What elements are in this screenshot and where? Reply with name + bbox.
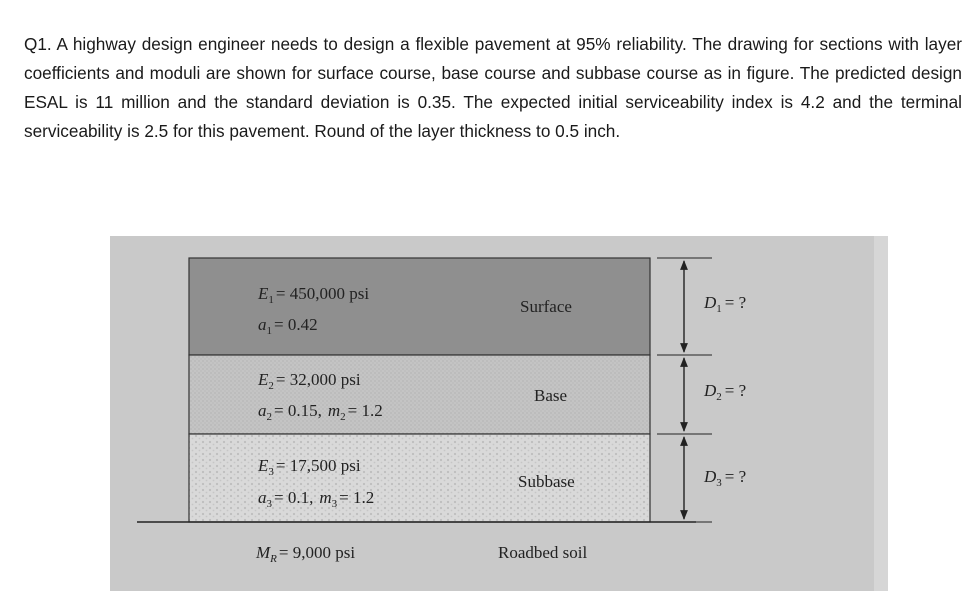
d1-label: $D_1$ = ? (704, 293, 747, 315)
base-label: Base (534, 386, 568, 405)
roadbed-modulus: $M_R = 9,000$ psi (256, 543, 356, 565)
d3-label: $D_3$ = ? (704, 467, 747, 489)
subbase-modulus: $E_3 = 17,500$ psi (258, 456, 361, 478)
roadbed-label: Roadbed soil (498, 543, 588, 562)
surface-layer (189, 258, 650, 355)
subbase-layer (189, 434, 650, 522)
base-modulus: $E_2 = 32,000$ psi (258, 370, 361, 392)
surface-modulus: $E_1 = 450,000$ psi (258, 284, 370, 306)
surface-label: Surface (520, 297, 572, 316)
d2-label: $D_2$ = ? (704, 381, 747, 403)
pavement-section-figure (110, 236, 888, 591)
base-coefficients: $a_2 = 0.15$, $m_2 = 1.2$ (258, 401, 383, 423)
pavement-section-diagram (110, 236, 888, 591)
subbase-label: Subbase (518, 472, 575, 491)
question-text: Q1. A highway design engineer needs to design a flexible pavement at 95% reliability. The drawing for sections with layer coefficients and moduli are shown for surface course, base course and subbase course as in figure. The predicted design ESAL is 11 million and the standard deviation is 0.35. The expected initial serviceability index is 4.2 and the terminal serviceability is 2.5 for this pavement. Round of the layer thickness to 0.5 inch. (24, 34, 962, 141)
surface-coefficient: $a_1 = 0.42$ (258, 315, 318, 337)
subbase-coefficients: $a_3 = 0.1$, $m_3 = 1.2$ (258, 488, 375, 510)
base-layer (189, 355, 650, 434)
